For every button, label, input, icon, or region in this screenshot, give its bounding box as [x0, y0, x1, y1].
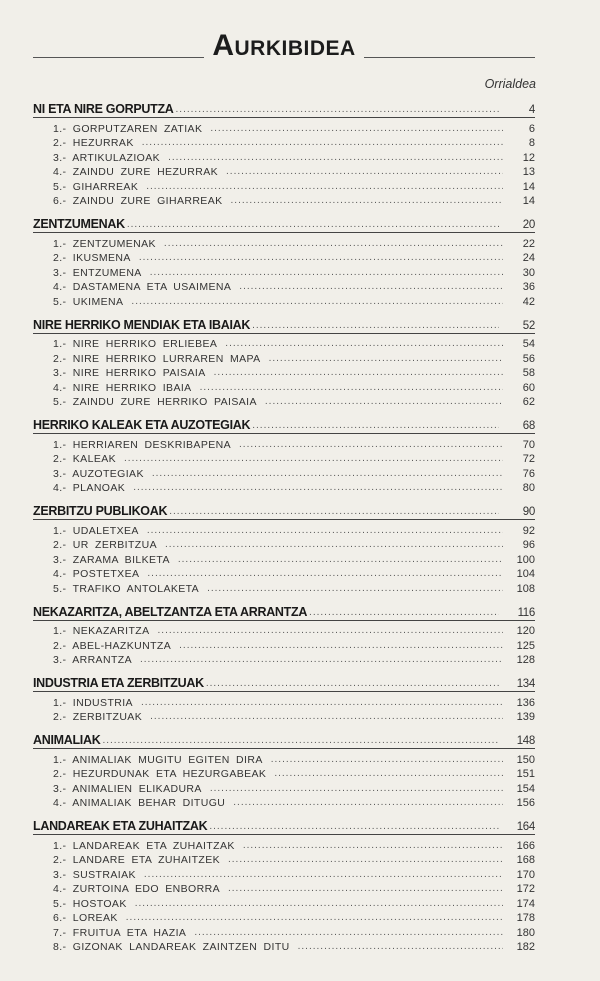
- section-title: NEKAZARITZA, ABELTZANTZA ETA ARRANTZA: [33, 604, 308, 619]
- title-row: [33, 24, 535, 64]
- entry-page-number: 96: [522, 539, 535, 551]
- toc-section: [33, 814, 535, 953]
- entry-title: 3.- ZARAMA BILKETA: [53, 553, 170, 566]
- page-column-label: Orrialdea: [484, 77, 536, 91]
- section-heading: [33, 212, 535, 231]
- entry-title: 1.- GORPUTZAREN ZATIAK: [53, 122, 203, 135]
- toc-entry: [33, 480, 535, 495]
- toc-section: [33, 212, 535, 308]
- entry-page-number: 182: [516, 941, 535, 953]
- toc-entry: [33, 279, 535, 294]
- section-heading: [33, 97, 535, 116]
- toc-entry: [33, 694, 535, 709]
- leader-dots: [226, 166, 503, 178]
- leader-dots: [150, 711, 503, 723]
- leader-dots: [165, 539, 503, 551]
- entry-page-number: 166: [516, 839, 535, 852]
- entry-page-number: 80: [522, 482, 535, 494]
- toc-section: [33, 499, 535, 595]
- entry-title: 4.- PLANOAK: [53, 482, 126, 494]
- entry-page-number: 76: [522, 467, 535, 480]
- entry-page-number: 168: [516, 854, 535, 866]
- leader-dots: [274, 768, 503, 780]
- toc-entry: [33, 623, 535, 638]
- entry-page-number: 156: [516, 797, 535, 809]
- section-page-number: 116: [517, 606, 535, 619]
- section-heading: [33, 499, 535, 518]
- leader-dots: [209, 821, 499, 833]
- entry-page-number: 139: [516, 711, 535, 723]
- toc-entry: [33, 837, 535, 852]
- entry-page-number: 6: [528, 122, 535, 135]
- leader-dots: [158, 625, 503, 637]
- toc-entry: [33, 193, 535, 208]
- leader-dots: [140, 654, 503, 666]
- leader-dots: [141, 697, 503, 709]
- section-rule: [33, 620, 535, 621]
- toc-entry: [33, 924, 535, 939]
- entry-page-number: 60: [522, 381, 535, 394]
- toc-entry: [33, 939, 535, 954]
- toc-entry: [33, 120, 535, 135]
- entry-page-number: 13: [522, 166, 535, 178]
- section-page-number: 90: [522, 506, 535, 518]
- entry-title: 5.- UKIMENA: [53, 295, 124, 308]
- toc-entry: [33, 780, 535, 795]
- section-heading: [33, 671, 535, 690]
- entry-title: 8.- GIZONAK LANDAREAK ZAINTZEN DITU: [53, 941, 290, 953]
- toc-entry: [33, 795, 535, 810]
- entry-page-number: 42: [522, 295, 535, 308]
- entry-title: 1.- LANDAREAK ETA ZUHAITZAK: [53, 839, 235, 852]
- entry-title: 5.- ZAINDU ZURE HERRIKO PAISAIA: [53, 396, 257, 408]
- toc-entry: [33, 394, 535, 409]
- section-heading: [33, 728, 535, 747]
- leader-dots: [127, 219, 499, 231]
- section-rule: [33, 117, 535, 118]
- entry-title: 2.- KALEAK: [53, 453, 117, 465]
- entry-title: 3.- SUSTRAIAK: [53, 868, 136, 881]
- toc-section: [33, 313, 535, 409]
- entry-title: 2.- ABEL-HAZKUNTZA: [53, 639, 172, 652]
- entry-page-number: 128: [516, 654, 535, 666]
- toc-entry: [33, 852, 535, 867]
- section-page-number: 134: [516, 678, 535, 690]
- toc-section: [33, 413, 535, 494]
- section-page-number: 68: [522, 420, 535, 432]
- entry-page-number: 54: [522, 338, 535, 350]
- entry-title: 1.- ANIMALIAK MUGITU EGITEN DIRA: [53, 753, 263, 766]
- section-title: HERRIKO KALEAK ETA AUZOTEGIAK: [33, 418, 251, 432]
- entry-title: 3.- ARTIKULAZIOAK: [53, 151, 161, 164]
- leader-dots: [146, 181, 503, 193]
- entry-title: 3.- ARRANTZA: [53, 654, 132, 666]
- entry-page-number: 12: [522, 151, 535, 164]
- leader-dots: [243, 840, 503, 852]
- leader-dots: [298, 941, 503, 953]
- entry-page-number: 56: [522, 352, 535, 365]
- table-of-contents: [33, 97, 535, 958]
- entry-page-number: 104: [516, 568, 535, 580]
- section-heading: [33, 600, 535, 619]
- entry-title: 3.- AUZOTEGIAK: [53, 467, 144, 480]
- entry-page-number: 70: [522, 438, 535, 451]
- toc-entry: [33, 149, 535, 164]
- toc-entry: [33, 135, 535, 150]
- toc-entry: [33, 379, 535, 394]
- leader-dots: [231, 195, 503, 207]
- section-title: LANDAREAK ETA ZUHAITZAK: [33, 819, 208, 833]
- entry-page-number: 92: [522, 524, 535, 537]
- leader-dots: [179, 640, 503, 652]
- section-page-number: 20: [522, 219, 535, 231]
- leader-dots: [207, 583, 503, 595]
- toc-entry: [33, 709, 535, 724]
- toc-entry: [33, 766, 535, 781]
- entry-page-number: 108: [516, 582, 535, 595]
- toc-entry: [33, 250, 535, 265]
- entry-title: 2.- IKUSMENA: [53, 252, 131, 264]
- toc-entry: [33, 336, 535, 351]
- toc-entry: [33, 293, 535, 308]
- section-rule: [33, 232, 535, 233]
- leader-dots: [152, 468, 503, 480]
- leader-dots: [124, 453, 503, 465]
- toc-entry: [33, 436, 535, 451]
- leader-dots: [147, 525, 503, 537]
- entry-title: 6.- LOREAK: [53, 912, 118, 924]
- toc-entry: [33, 881, 535, 896]
- leader-dots: [271, 754, 503, 766]
- entry-title: 2.- ZERBITZUAK: [53, 711, 143, 723]
- entry-page-number: 100: [516, 553, 535, 566]
- leader-dots: [239, 439, 503, 451]
- toc-entry: [33, 637, 535, 652]
- entry-title: 5.- HOSTOAK: [53, 897, 127, 910]
- leader-dots: [169, 506, 499, 518]
- toc-entry: [33, 751, 535, 766]
- toc-entry: [33, 365, 535, 380]
- entry-title: 4.- ZURTOINA EDO ENBORRA: [53, 883, 220, 895]
- entry-title: 1.- NEKAZARITZA: [53, 625, 150, 637]
- leader-dots: [233, 797, 503, 809]
- leader-dots: [214, 367, 503, 379]
- entry-title: 4.- DASTAMENA ETA USAIMENA: [53, 281, 232, 293]
- title-rule-right: [364, 57, 535, 58]
- toc-entry: [33, 451, 535, 466]
- leader-dots: [147, 568, 503, 580]
- entry-page-number: 174: [516, 897, 535, 910]
- entry-title: 2.- LANDARE ETA ZUHAITZEK: [53, 854, 220, 866]
- entry-page-number: 172: [516, 883, 535, 895]
- leader-dots: [252, 420, 499, 432]
- leader-dots: [102, 735, 499, 747]
- toc-section: [33, 97, 535, 207]
- section-page-number: 164: [516, 821, 535, 833]
- entry-page-number: 24: [522, 252, 535, 264]
- toc-entry: [33, 652, 535, 667]
- toc-entry: [33, 264, 535, 279]
- toc-entry: [33, 895, 535, 910]
- toc-entry: [33, 164, 535, 179]
- section-rule: [33, 333, 535, 334]
- section-title: NI ETA NIRE GORPUTZA: [33, 102, 174, 116]
- section-rule: [33, 519, 535, 520]
- toc-entry: [33, 465, 535, 480]
- page-title: Aurkibidea: [212, 29, 356, 62]
- leader-dots: [139, 252, 503, 264]
- section-heading: [33, 313, 535, 332]
- leader-dots: [225, 338, 503, 350]
- entry-title: 4.- ANIMALIAK BEHAR DITUGU: [53, 797, 226, 809]
- title-rule-left: [33, 57, 204, 58]
- entry-title: 4.- POSTETXEA: [53, 568, 140, 580]
- entry-page-number: 170: [516, 868, 535, 881]
- entry-page-number: 154: [516, 782, 535, 795]
- section-heading: [33, 413, 535, 432]
- leader-dots: [135, 898, 503, 910]
- leader-dots: [269, 353, 503, 365]
- toc-entry: [33, 350, 535, 365]
- leader-dots: [168, 152, 503, 164]
- entry-page-number: 8: [528, 137, 535, 149]
- entry-title: 2.- HEZURRAK: [53, 137, 134, 149]
- section-title: ANIMALIAK: [33, 733, 101, 747]
- entry-page-number: 14: [522, 180, 535, 193]
- leader-dots: [210, 123, 503, 135]
- section-title: ZENTZUMENAK: [33, 217, 125, 231]
- leader-dots: [265, 396, 503, 408]
- leader-dots: [178, 554, 503, 566]
- leader-dots: [142, 137, 503, 149]
- leader-dots: [164, 238, 503, 250]
- entry-page-number: 72: [522, 453, 535, 465]
- entry-page-number: 30: [522, 266, 535, 279]
- toc-entry: [33, 522, 535, 537]
- entry-page-number: 150: [516, 753, 535, 766]
- leader-dots: [309, 607, 499, 619]
- entry-title: 1.- INDUSTRIA: [53, 696, 133, 709]
- section-page-number: 4: [528, 104, 535, 116]
- section-rule: [33, 834, 535, 835]
- entry-page-number: 151: [516, 768, 535, 780]
- section-title: ZERBITZU PUBLIKOAK: [33, 504, 168, 518]
- toc-entry: [33, 866, 535, 881]
- entry-title: 2.- NIRE HERRIKO LURRAREN MAPA: [53, 352, 261, 365]
- toc-entry: [33, 551, 535, 566]
- entry-page-number: 136: [516, 696, 535, 709]
- entry-page-number: 58: [522, 367, 535, 379]
- section-rule: [33, 433, 535, 434]
- section-rule: [33, 691, 535, 692]
- entry-title: 5.- GIHARREAK: [53, 180, 139, 193]
- leader-dots: [200, 382, 503, 394]
- section-title: INDUSTRIA ETA ZERBITZUAK: [33, 676, 204, 690]
- entry-title: 1.- NIRE HERRIKO ERLIEBEA: [53, 338, 218, 350]
- entry-page-number: 22: [522, 237, 535, 250]
- entry-title: 7.- FRUITUA ETA HAZIA: [53, 926, 187, 939]
- entry-title: 3.- ANIMALIEN ELIKADURA: [53, 782, 202, 795]
- leader-dots: [210, 783, 503, 795]
- toc-entry: [33, 235, 535, 250]
- entry-page-number: 120: [516, 625, 535, 637]
- leader-dots: [150, 267, 503, 279]
- leader-dots: [239, 281, 503, 293]
- entry-title: 4.- ZAINDU ZURE HEZURRAK: [53, 166, 219, 178]
- toc-section: [33, 600, 535, 667]
- leader-dots: [228, 883, 503, 895]
- leader-dots: [228, 854, 503, 866]
- toc-entry: [33, 580, 535, 595]
- leader-dots: [194, 927, 503, 939]
- section-page-number: 148: [516, 735, 535, 747]
- entry-page-number: 180: [516, 926, 535, 939]
- entry-page-number: 178: [516, 912, 535, 924]
- leader-dots: [252, 320, 499, 332]
- entry-title: 4.- NIRE HERRIKO IBAIA: [53, 381, 192, 394]
- entry-page-number: 62: [522, 396, 535, 408]
- entry-title: 1.- HERRIAREN DESKRIBAPENA: [53, 438, 232, 451]
- section-rule: [33, 748, 535, 749]
- entry-title: 6.- ZAINDU ZURE GIHARREAK: [53, 195, 223, 207]
- leader-dots: [176, 104, 499, 116]
- toc-entry: [33, 537, 535, 552]
- leader-dots: [126, 912, 503, 924]
- entry-title: 2.- UR ZERBITZUA: [53, 539, 157, 551]
- leader-dots: [131, 296, 503, 308]
- entry-title: 3.- ENTZUMENA: [53, 266, 142, 279]
- entry-page-number: 14: [522, 195, 535, 207]
- entry-title: 3.- NIRE HERRIKO PAISAIA: [53, 367, 206, 379]
- entry-title: 2.- HEZURDUNAK ETA HEZURGABEAK: [53, 768, 267, 780]
- toc-section: [33, 728, 535, 809]
- section-heading: [33, 814, 535, 833]
- toc-entry: [33, 910, 535, 925]
- entry-title: 5.- TRAFIKO ANTOLAKETA: [53, 582, 200, 595]
- entry-page-number: 36: [522, 281, 535, 293]
- leader-dots: [144, 869, 503, 881]
- toc-entry: [33, 566, 535, 581]
- entry-title: 1.- ZENTZUMENAK: [53, 237, 156, 250]
- section-page-number: 52: [522, 319, 535, 332]
- section-title: NIRE HERRIKO MENDIAK ETA IBAIAK: [33, 317, 251, 332]
- entry-title: 1.- UDALETXEA: [53, 524, 139, 537]
- toc-entry: [33, 178, 535, 193]
- leader-dots: [206, 678, 499, 690]
- leader-dots: [133, 482, 503, 494]
- toc-section: [33, 671, 535, 723]
- entry-page-number: 125: [516, 639, 535, 652]
